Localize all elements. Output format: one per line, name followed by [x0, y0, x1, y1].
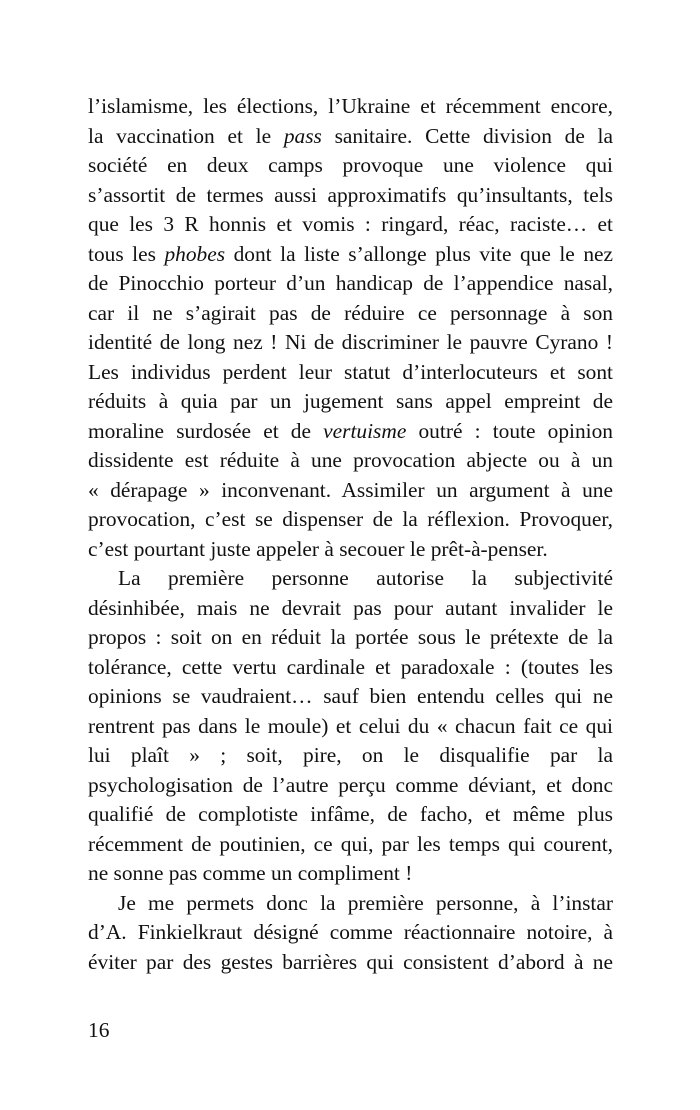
text-segment: c’est pourtant juste appeler à secouer le prêt-à-penser. — [88, 536, 548, 561]
text-segment: La première personne autorise la subjectivité — [118, 566, 613, 590]
text-segment: éviter par des gestes barrières qui consistent d’abord à ne — [88, 949, 613, 974]
text-segment: outré : toute opinion — [406, 418, 614, 443]
text-line — [88, 476, 613, 506]
text-segment: société en deux camps provoque une violence qui — [88, 153, 613, 177]
text-line — [88, 387, 613, 417]
text-line — [88, 417, 613, 447]
text-segment: Je me permets donc la première personne, à l’instar — [118, 890, 613, 915]
text-line — [88, 92, 613, 122]
text-line — [88, 181, 613, 211]
italic-term: phobes — [164, 241, 226, 266]
text-segment: dissidente est réduite à une provocation abjecte ou à un — [88, 448, 613, 472]
text-line — [88, 358, 613, 388]
text-segment: opinions se vaudraient… sauf bien entendu celles qui ne — [88, 684, 613, 708]
text-segment: que les 3 R honnis et vomis : ringard, réac, raciste… et — [88, 212, 613, 236]
text-line — [88, 771, 613, 801]
text-segment: psychologisation de l’autre perçu comme déviant, et donc — [88, 772, 613, 797]
text-segment: « dérapage » inconvenant. Assimiler un argument à une — [88, 477, 613, 502]
text-line — [88, 712, 613, 742]
text-segment: l’islamisme, les élections, l’Ukraine et récemment encore, — [88, 94, 613, 118]
text-segment: récemment de poutinien, ce qui, par les temps qui courent, — [88, 831, 613, 856]
text-segment: moraline surdosée et de — [88, 418, 324, 443]
text-segment: dont la liste s’allonge plus vite que le nez — [225, 241, 614, 266]
text-line — [88, 328, 613, 358]
text-segment: de Pinocchio porteur d’un handicap de l’appendice nasal, — [88, 271, 613, 295]
text-segment: car il ne s’agirait pas de réduire ce personnage à son — [88, 300, 613, 325]
text-segment: rentrent pas dans le moule) et celui du « chacun fait ce qui — [88, 713, 613, 738]
text-line — [88, 800, 613, 830]
text-line — [88, 594, 613, 624]
text-line — [88, 446, 613, 476]
text-line — [88, 564, 613, 594]
text-segment: désinhibée, mais ne devrait pas pour autant invalider le — [88, 595, 613, 620]
text-segment: d’A. Finkielkraut désigné comme réactionnaire notoire, à — [88, 920, 613, 944]
page-number: 16 — [88, 1018, 110, 1042]
text-line — [88, 948, 613, 978]
text-line — [88, 535, 613, 565]
text-line — [88, 859, 613, 889]
body-text — [88, 92, 613, 977]
text-line — [88, 269, 613, 299]
text-segment: tous les — [88, 241, 165, 266]
text-line — [88, 682, 613, 712]
text-line — [88, 623, 613, 653]
text-segment: sanitaire. Cette division de la — [321, 123, 613, 148]
text-segment: ne sonne pas comme un compliment ! — [88, 861, 413, 885]
text-line — [88, 240, 613, 270]
text-line — [88, 889, 613, 919]
text-line — [88, 299, 613, 329]
text-line — [88, 151, 613, 181]
text-line — [88, 741, 613, 771]
text-line — [88, 210, 613, 240]
text-segment: qualifié de complotiste infâme, de facho, et même plus — [88, 802, 613, 826]
text-segment: réduits à quia par un jugement sans appel empreint de — [88, 389, 613, 413]
text-segment: lui plaît » ; soit, pire, on le disqualifie par la — [88, 743, 613, 767]
italic-term: pass — [283, 123, 322, 148]
text-segment: la vaccination et le — [88, 123, 284, 148]
text-segment: s’assortit de termes aussi approximatifs qu’insultants, tels — [88, 182, 613, 207]
text-line — [88, 918, 613, 948]
text-segment: tolérance, cette vertu cardinale et paradoxale : (toutes les — [88, 654, 613, 679]
italic-term: vertuisme — [323, 418, 407, 443]
text-segment: propos : soit on en réduit la portée sous le prétexte de la — [88, 625, 613, 649]
text-segment: identité de long nez ! Ni de discriminer le pauvre Cyrano ! — [88, 330, 613, 354]
text-segment: Les individus perdent leur statut d’interlocuteurs et sont — [88, 359, 613, 384]
text-line — [88, 830, 613, 860]
text-line — [88, 505, 613, 535]
text-line — [88, 653, 613, 683]
text-segment: provocation, c’est se dispenser de la réflexion. Provoquer, — [88, 507, 613, 531]
text-line — [88, 122, 613, 152]
